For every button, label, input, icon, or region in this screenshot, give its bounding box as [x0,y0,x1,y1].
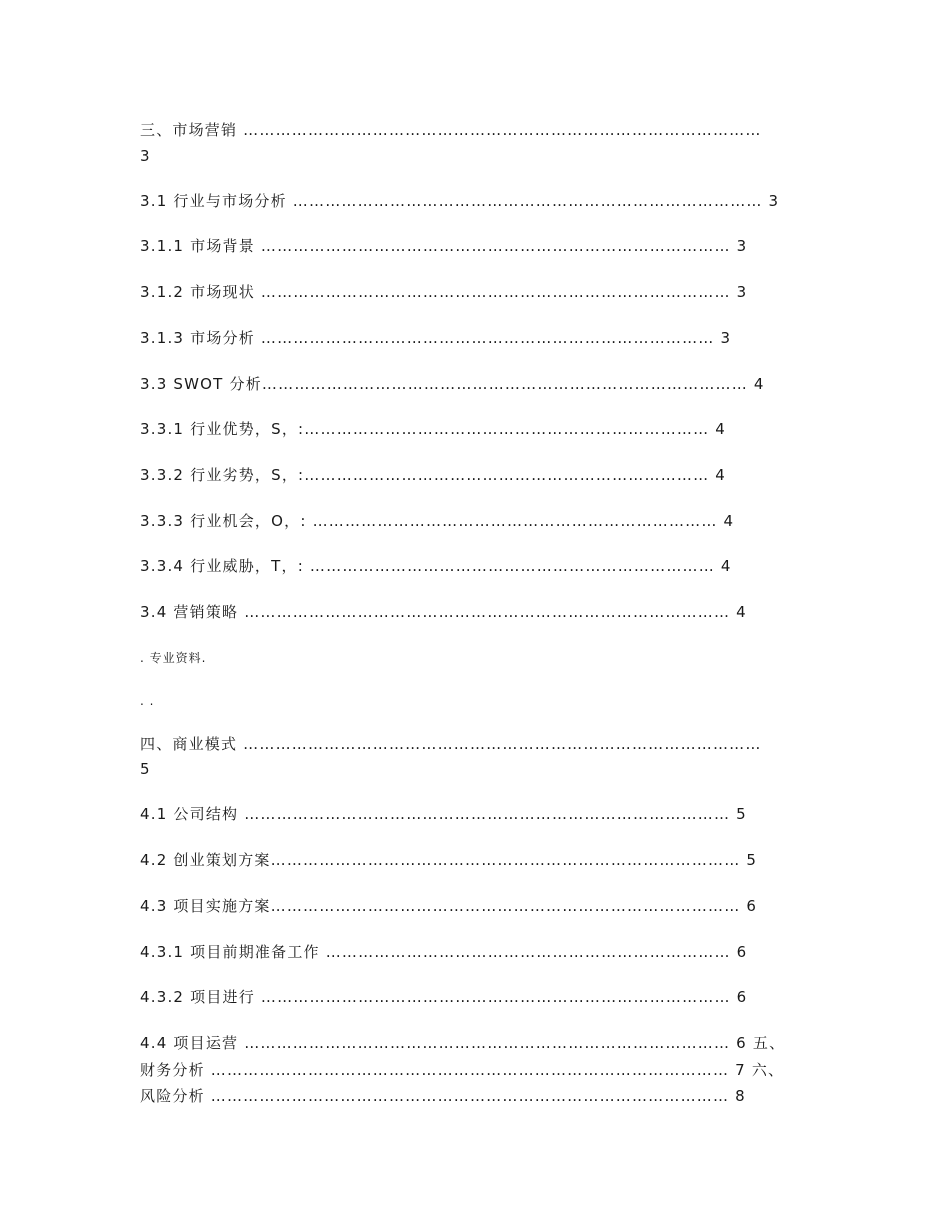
toc-entry-section-6: 风险分析 …………………………………………………………………………………… 8 [140,1087,746,1105]
toc-entry-section-4-page: 5 [140,760,151,778]
toc-entry-4-3: 4.3 项目实施方案…………………………………………………………………………… 6 [140,897,758,915]
toc-entry-3-3-2: 3.3.2 行业劣势，S，:………………………………………………………………… 4 [140,466,727,484]
page-header-note: . . [140,694,155,708]
toc-entry-3-3-4: 3.3.4 行业威胁，T，: ………………………………………………………………… 4 [140,557,732,575]
toc-entry-3-3: 3.3 SWOT 分析……………………………………………………………………………… 4 [140,375,765,393]
toc-entry-3-1: 3.1 行业与市场分析 …………………………………………………………………………… 3 [140,192,780,210]
page-footer-note: . 专业资料. [140,651,207,665]
toc-entry-3-4: 3.4 营销策略 ……………………………………………………………………………… 4 [140,603,747,621]
toc-entry-3-3-3: 3.3.3 行业机会，O，: ………………………………………………………………… 4 [140,512,735,530]
toc-entry-section-5: 财务分析 …………………………………………………………………………………… 7 六、 [140,1061,785,1079]
toc-entry-4-3-1: 4.3.1 项目前期准备工作 ………………………………………………………………… 6 [140,943,748,961]
toc-entry-3-1-3: 3.1.3 市场分析 ………………………………………………………………………… 3 [140,329,732,347]
toc-entry-3-1-2: 3.1.2 市场现状 …………………………………………………………………………… 3 [140,283,748,301]
toc-entry-4-1: 4.1 公司结构 ……………………………………………………………………………… 5 [140,805,747,823]
toc-entry-4-3-2: 4.3.2 项目进行 …………………………………………………………………………… 6 [140,988,748,1006]
toc-entry-4-4: 4.4 项目运营 ……………………………………………………………………………… 6 五、 [140,1034,786,1052]
toc-entry-section-4: 四、商业模式 …………………………………………………………………………………… [140,735,762,753]
toc-entry-4-2: 4.2 创业策划方案…………………………………………………………………………… 5 [140,851,758,869]
toc-entry-3-1-1: 3.1.1 市场背景 …………………………………………………………………………… 3 [140,237,748,255]
toc-entry-section-3: 三、市场营销 …………………………………………………………………………………… [140,121,762,139]
toc-entry-section-3-page: 3 [140,147,151,165]
toc-entry-3-3-1: 3.3.1 行业优势，S，:………………………………………………………………… 4 [140,420,727,438]
